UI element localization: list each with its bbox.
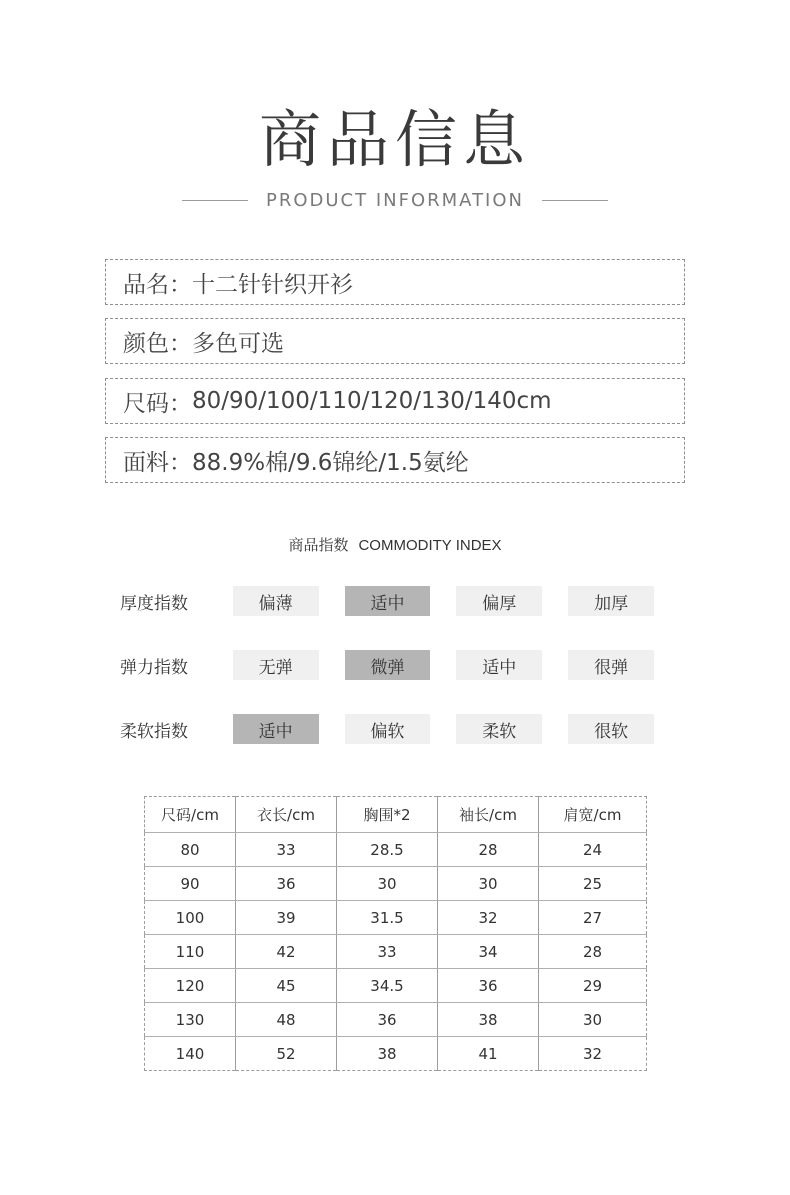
index-option: 偏厚 [456, 586, 542, 616]
thickness-index-row [120, 586, 680, 616]
table-header-cell: 尺码/cm [145, 797, 236, 833]
table-cell: 38 [337, 1037, 438, 1071]
table-cell: 90 [145, 867, 236, 901]
table-cell: 30 [539, 1003, 647, 1037]
size-chart-table [144, 796, 647, 1071]
table-cell: 30 [438, 867, 539, 901]
subtitle-left-line [182, 200, 248, 201]
table-cell: 28 [438, 833, 539, 867]
table-cell: 34 [438, 935, 539, 969]
info-value: 88.9%棉/9.6锦纶/1.5氨纶 [192, 449, 469, 476]
info-label: 颜色： [123, 330, 192, 357]
index-option: 很软 [568, 714, 654, 744]
table-header-cell: 胸围*2 [337, 797, 438, 833]
table-header-cell: 袖长/cm [438, 797, 539, 833]
table-header-row [145, 797, 647, 833]
subtitle-row [0, 186, 790, 214]
table-row [145, 833, 647, 867]
page-title: 商品信息 [258, 103, 531, 176]
table-cell: 110 [145, 935, 236, 969]
table-cell: 29 [539, 969, 647, 1003]
table-cell: 32 [539, 1037, 647, 1071]
table-cell: 120 [145, 969, 236, 1003]
softness-index-row [120, 714, 680, 744]
info-label: 尺码： [123, 390, 192, 417]
index-label: 厚度指数 [120, 593, 188, 614]
info-value: 多色可选 [192, 330, 284, 357]
table-row [145, 901, 647, 935]
info-value: 80/90/100/110/120/130/140cm [192, 388, 552, 414]
table-cell: 52 [236, 1037, 337, 1071]
info-value: 十二针针织开衫 [192, 271, 353, 298]
info-label: 品名： [123, 271, 192, 298]
commodity-index-title-cn: 商品指数 [288, 536, 349, 554]
table-cell: 41 [438, 1037, 539, 1071]
table-cell: 27 [539, 901, 647, 935]
table-cell: 33 [236, 833, 337, 867]
table-cell: 28.5 [337, 833, 438, 867]
table-cell: 36 [337, 1003, 438, 1037]
table-cell: 32 [438, 901, 539, 935]
index-option: 微弹 [345, 650, 431, 680]
index-option: 适中 [345, 586, 431, 616]
table-cell: 48 [236, 1003, 337, 1037]
index-option: 无弹 [233, 650, 319, 680]
table-cell: 33 [337, 935, 438, 969]
commodity-index-title-en: COMMODITY INDEX [358, 537, 502, 554]
table-cell: 28 [539, 935, 647, 969]
table-cell: 140 [145, 1037, 236, 1071]
table-cell: 25 [539, 867, 647, 901]
elasticity-index-row [120, 650, 680, 680]
index-option: 很弹 [568, 650, 654, 680]
table-cell: 130 [145, 1003, 236, 1037]
page-subtitle: PRODUCT INFORMATION [265, 189, 525, 211]
table-cell: 30 [337, 867, 438, 901]
index-option: 适中 [456, 650, 542, 680]
table-cell: 36 [236, 867, 337, 901]
table-row [145, 1003, 647, 1037]
table-cell: 38 [438, 1003, 539, 1037]
index-option: 柔软 [456, 714, 542, 744]
table-cell: 39 [236, 901, 337, 935]
table-row [145, 935, 647, 969]
index-option: 偏薄 [233, 586, 319, 616]
index-option: 适中 [233, 714, 319, 744]
table-cell: 24 [539, 833, 647, 867]
index-option: 加厚 [568, 586, 654, 616]
table-row [145, 867, 647, 901]
table-row [145, 969, 647, 1003]
index-label: 弹力指数 [120, 657, 188, 678]
commodity-index-heading [0, 534, 790, 555]
table-cell: 42 [236, 935, 337, 969]
table-row [145, 1037, 647, 1071]
info-box-color [105, 318, 685, 364]
info-box-fabric [105, 437, 685, 483]
index-option: 偏软 [345, 714, 431, 744]
table-header-cell: 衣长/cm [236, 797, 337, 833]
info-label: 面料： [123, 449, 192, 476]
table-cell: 36 [438, 969, 539, 1003]
table-cell: 34.5 [337, 969, 438, 1003]
table-cell: 45 [236, 969, 337, 1003]
table-cell: 100 [145, 901, 236, 935]
table-header-cell: 肩宽/cm [539, 797, 647, 833]
table-cell: 31.5 [337, 901, 438, 935]
table-cell: 80 [145, 833, 236, 867]
info-box-name [105, 259, 685, 305]
index-label: 柔软指数 [120, 721, 188, 742]
subtitle-right-line [542, 200, 608, 201]
info-box-size [105, 378, 685, 424]
